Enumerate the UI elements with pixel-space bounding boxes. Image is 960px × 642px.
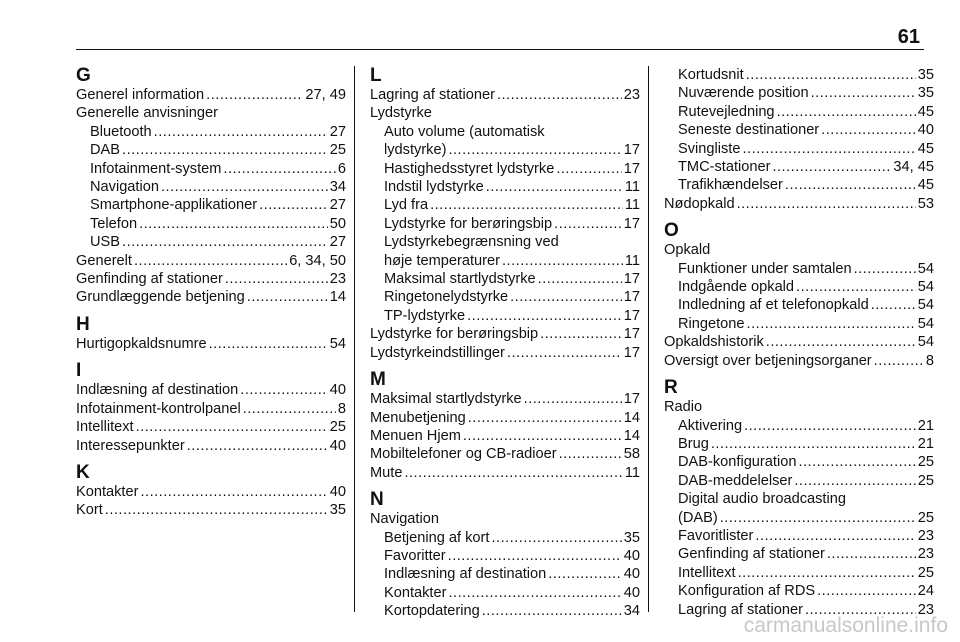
dot-leader — [448, 141, 621, 159]
index-entry — [76, 86, 346, 104]
entry-page-numbers: 17 — [623, 289, 640, 306]
entry-page-numbers: 6, 34, 50 — [289, 252, 346, 269]
entry-label: Indstil lydstyrke — [384, 179, 484, 196]
entry-label: Ringetonelydstyrke — [384, 289, 509, 306]
section-letter: M — [370, 369, 386, 391]
entry-label: Hurtigopkaldsnumre — [76, 335, 207, 352]
index-subentry — [370, 307, 640, 325]
entry-page-numbers: 21 — [917, 435, 934, 452]
index-section — [664, 66, 934, 213]
entry-label: Intellitext — [76, 419, 134, 436]
section-letter: N — [370, 489, 384, 511]
index-entry — [76, 501, 346, 519]
index-entry — [370, 344, 640, 362]
dot-leader — [206, 86, 303, 104]
index-entry — [76, 418, 346, 436]
index-subentry — [370, 288, 640, 306]
dot-leader — [122, 233, 328, 251]
entry-label: TP-lydstyrke — [384, 307, 466, 324]
index-subentry — [76, 215, 346, 233]
index-subentry — [664, 453, 934, 471]
index-subentry — [76, 196, 346, 214]
entry-label: Seneste destinationer — [678, 122, 820, 139]
section-letter: H — [76, 313, 90, 335]
index-subentry — [664, 84, 934, 102]
watermark: carmanualsonline.info — [743, 614, 948, 637]
dot-leader — [502, 252, 623, 270]
entry-page-numbers: 45 — [917, 140, 934, 157]
entry-page-numbers: 45 — [917, 103, 934, 120]
index-column-2 — [370, 66, 640, 621]
index-section — [76, 66, 346, 307]
entry-label: Rutevejledning — [678, 103, 775, 120]
entry-label: Opkaldshistorik — [664, 334, 764, 351]
dot-leader — [811, 84, 916, 102]
section-letter: R — [664, 377, 678, 399]
dot-leader — [742, 140, 915, 158]
index-entry — [76, 483, 346, 501]
index-subentry — [664, 66, 934, 84]
dot-leader — [554, 215, 622, 233]
dot-leader — [404, 464, 622, 482]
dot-leader — [854, 260, 916, 278]
index-subentry — [664, 296, 934, 314]
entry-label: Indlæsning af destination — [76, 382, 239, 399]
entry-label: Generelt — [76, 252, 132, 269]
entry-page-numbers: 6 — [337, 160, 346, 177]
dot-leader — [874, 352, 924, 370]
index-subentry — [76, 141, 346, 159]
index-entry — [664, 333, 934, 351]
dot-leader — [247, 288, 328, 306]
dot-leader — [240, 381, 328, 399]
dot-leader — [827, 545, 916, 563]
dot-leader — [711, 435, 916, 453]
index-entry — [76, 400, 346, 418]
entry-label: Maksimal startlydstyrke — [384, 271, 536, 288]
index-subentry — [370, 160, 640, 178]
entry-page-numbers: 23 — [623, 87, 640, 103]
entry-label: Mobiltelefoner og CB-radioer — [370, 446, 557, 463]
index-subentry — [76, 178, 346, 196]
dot-leader — [821, 121, 916, 139]
entry-page-numbers: 14 — [623, 409, 640, 426]
entry-page-numbers: 25 — [917, 564, 934, 581]
entry-label: Hastighedsstyret lydstyrke — [384, 160, 555, 177]
entry-label: Bluetooth — [90, 123, 152, 140]
dot-leader — [796, 278, 916, 296]
index-subentry — [664, 435, 934, 453]
entry-label: høje temperaturer — [384, 252, 500, 269]
entry-page-numbers: 35 — [917, 67, 934, 83]
index-subentry-heading: Digital audio broadcasting — [678, 491, 846, 508]
index-subentry — [370, 215, 640, 233]
dot-leader — [467, 307, 622, 325]
entry-label: Maksimal startlydstyrke — [370, 391, 522, 408]
index-subentry — [370, 196, 640, 214]
entry-page-numbers: 14 — [623, 427, 640, 444]
section-letter: I — [76, 360, 82, 382]
index-section — [370, 370, 640, 482]
index-entry — [370, 325, 640, 343]
entry-page-numbers: 34, 45 — [893, 159, 934, 176]
entry-page-numbers: 40 — [623, 584, 640, 601]
dot-leader — [524, 390, 622, 408]
dot-leader — [430, 196, 623, 214]
entry-label: Kontakter — [384, 584, 447, 601]
entry-label: Navigation — [90, 179, 159, 196]
entry-page-numbers: 34 — [329, 179, 346, 196]
index-entry-heading: Lydstyrke — [370, 105, 432, 122]
index-entry-heading: Opkald — [664, 242, 711, 259]
section-letter: G — [76, 65, 91, 86]
dot-leader — [559, 445, 622, 463]
dot-leader — [139, 215, 328, 233]
entry-label: Telefon — [90, 215, 138, 232]
entry-page-numbers: 50 — [329, 215, 346, 232]
entry-label: Svingliste — [678, 140, 741, 157]
entry-label: Kort — [76, 502, 103, 519]
entry-page-numbers: 24 — [917, 583, 934, 600]
index-subentry — [370, 178, 640, 196]
entry-page-numbers: 11 — [624, 197, 640, 214]
dot-leader — [225, 270, 328, 288]
dot-leader — [540, 325, 622, 343]
index-subentry — [664, 472, 934, 490]
entry-page-numbers: 54 — [329, 335, 346, 352]
dot-leader — [491, 529, 621, 547]
entry-label: Menuen Hjem — [370, 427, 461, 444]
dot-leader — [243, 400, 336, 418]
index-section — [664, 378, 934, 619]
entry-page-numbers: 11 — [624, 464, 640, 481]
entry-page-numbers: 17 — [623, 215, 640, 232]
index-entry — [370, 409, 640, 427]
index-subentry — [370, 529, 640, 547]
index-entry — [76, 381, 346, 399]
dot-leader — [209, 335, 328, 353]
entry-label: Ringetone — [678, 315, 745, 332]
index-entry-heading: Navigation — [370, 511, 439, 528]
column-divider — [648, 66, 649, 612]
entry-label: Lydstyrkeindstillinger — [370, 344, 505, 361]
entry-page-numbers: 14 — [329, 289, 346, 306]
dot-leader — [482, 602, 622, 620]
column-divider — [354, 66, 355, 612]
index-subentry — [664, 582, 934, 600]
entry-label: Menubetjening — [370, 409, 466, 426]
index-subentry — [370, 252, 640, 270]
entry-page-numbers: 25 — [917, 509, 934, 526]
entry-page-numbers: 35 — [917, 85, 934, 102]
entry-label: Indgående opkald — [678, 279, 795, 296]
entry-page-numbers: 17 — [623, 307, 640, 324]
entry-label: Generel information — [76, 87, 205, 103]
entry-label: Indledning af et telefonopkald — [678, 297, 869, 314]
dot-leader — [744, 417, 916, 435]
dot-leader — [720, 509, 916, 527]
dot-leader — [746, 66, 916, 84]
dot-leader — [510, 288, 622, 306]
entry-page-numbers: 23 — [917, 601, 934, 618]
entry-label: Funktioner under samtalen — [678, 260, 852, 277]
index-subentry — [370, 584, 640, 602]
index-subentry — [664, 527, 934, 545]
index-section — [76, 463, 346, 520]
index-entry — [76, 335, 346, 353]
entry-page-numbers: 54 — [917, 297, 934, 314]
entry-page-numbers: 34 — [623, 603, 640, 620]
dot-leader — [785, 176, 916, 194]
dot-leader — [548, 565, 622, 583]
dot-leader — [122, 141, 328, 159]
entry-label: Favoritlister — [678, 527, 754, 544]
dot-leader — [497, 86, 622, 104]
entry-label: Infotainment-system — [90, 160, 222, 177]
index-subentry — [76, 233, 346, 251]
entry-label: Intellitext — [678, 564, 736, 581]
entry-page-numbers: 23 — [329, 271, 346, 288]
entry-page-numbers: 40 — [623, 566, 640, 583]
entry-page-numbers: 8 — [337, 400, 346, 417]
index-column-3 — [664, 66, 934, 619]
dot-leader — [259, 196, 328, 214]
entry-label: Genfinding af stationer — [678, 546, 825, 563]
entry-label: DAB-konfiguration — [678, 454, 797, 471]
entry-label: Genfinding af stationer — [76, 271, 223, 288]
index-subentry-heading: Auto volume (automatisk — [384, 123, 545, 140]
entry-label: Brug — [678, 435, 709, 452]
dot-leader — [223, 160, 335, 178]
index-entry — [370, 464, 640, 482]
entry-label: Lyd fra — [384, 197, 429, 214]
entry-label: Infotainment-kontrolpanel — [76, 400, 241, 417]
entry-label: Interessepunkter — [76, 437, 185, 454]
index-subentry — [370, 565, 640, 583]
index-section — [370, 490, 640, 620]
index-entry — [76, 252, 346, 270]
index-subentry — [664, 564, 934, 582]
entry-label: Kontakter — [76, 483, 139, 500]
entry-page-numbers: 25 — [329, 419, 346, 436]
dot-leader — [794, 472, 915, 490]
index-entry-heading: Radio — [664, 399, 703, 416]
index-entry — [664, 195, 934, 213]
page-number: 61 — [897, 26, 920, 48]
entry-page-numbers: 54 — [917, 260, 934, 277]
index-subentry — [664, 278, 934, 296]
entry-page-numbers: 25 — [329, 142, 346, 159]
index-entry — [370, 390, 640, 408]
index-subentry — [664, 417, 934, 435]
dot-leader — [468, 409, 622, 427]
entry-page-numbers: 40 — [329, 483, 346, 500]
index-subentry — [664, 509, 934, 527]
entry-label: Lydstyrke for berøringsbip — [370, 326, 539, 343]
entry-page-numbers: 8 — [925, 352, 934, 369]
dot-leader — [755, 527, 915, 545]
entry-page-numbers: 54 — [917, 315, 934, 332]
entry-label: Smartphone-applikationer — [90, 197, 258, 214]
entry-page-numbers: 53 — [917, 195, 934, 212]
index-entry — [76, 288, 346, 306]
dot-leader — [738, 564, 916, 582]
index-subentry — [370, 270, 640, 288]
entry-page-numbers: 25 — [917, 454, 934, 471]
dot-leader — [136, 418, 328, 436]
dot-leader — [486, 178, 623, 196]
dot-leader — [154, 123, 328, 141]
entry-page-numbers: 40 — [917, 122, 934, 139]
entry-label: TMC-stationer — [678, 159, 771, 176]
index-subentry — [370, 141, 640, 159]
dot-leader — [448, 547, 622, 565]
entry-page-numbers: 11 — [624, 252, 640, 269]
section-letter: O — [664, 220, 679, 242]
index-entry — [370, 445, 640, 463]
index-subentry — [664, 140, 934, 158]
index-section — [664, 221, 934, 370]
entry-page-numbers: 21 — [917, 417, 934, 434]
index-section — [76, 361, 346, 455]
dot-leader — [772, 158, 891, 176]
entry-page-numbers: 17 — [623, 271, 640, 288]
dot-leader — [747, 315, 916, 333]
index-subentry — [370, 547, 640, 565]
index-section — [370, 66, 640, 362]
dot-leader — [777, 103, 916, 121]
index-entry — [76, 270, 346, 288]
index-subentry — [664, 158, 934, 176]
entry-page-numbers: 23 — [917, 546, 934, 563]
dot-leader — [507, 344, 622, 362]
entry-page-numbers: 27, 49 — [305, 87, 346, 103]
index-subentry — [664, 121, 934, 139]
entry-label: Mute — [370, 464, 403, 481]
dot-leader — [140, 483, 327, 501]
entry-page-numbers: 17 — [623, 160, 640, 177]
entry-label: Trafikhændelser — [678, 177, 783, 194]
entry-page-numbers: 54 — [917, 334, 934, 351]
index-subentry — [664, 260, 934, 278]
index-entry — [370, 427, 640, 445]
entry-page-numbers: 27 — [329, 234, 346, 251]
dot-leader — [161, 178, 328, 196]
entry-page-numbers: 27 — [329, 123, 346, 140]
dot-leader — [817, 582, 916, 600]
dot-leader — [448, 584, 621, 602]
entry-page-numbers: 54 — [917, 279, 934, 296]
entry-label: Lydstyrke for berøringsbip — [384, 215, 553, 232]
entry-label: DAB — [90, 142, 121, 159]
index-subentry-heading: Lydstyrkebegrænsning ved — [384, 234, 559, 251]
index-subentry — [664, 545, 934, 563]
index-entry — [76, 437, 346, 455]
entry-page-numbers: 17 — [623, 326, 640, 343]
index-entry — [664, 352, 934, 370]
entry-label: Oversigt over betjeningsorganer — [664, 352, 872, 369]
entry-label: Favoritter — [384, 547, 446, 564]
index-subentry — [370, 602, 640, 620]
entry-page-numbers: 25 — [917, 472, 934, 489]
entry-page-numbers: 40 — [623, 547, 640, 564]
entry-label: USB — [90, 234, 121, 251]
entry-label: Kortudsnit — [678, 67, 744, 83]
dot-leader — [737, 195, 916, 213]
index-entry — [370, 86, 640, 104]
entry-page-numbers: 35 — [623, 529, 640, 546]
index-column-1 — [76, 66, 346, 520]
entry-page-numbers: 11 — [624, 179, 640, 196]
entry-label: DAB-meddelelser — [678, 472, 793, 489]
index-section — [76, 315, 346, 353]
entry-page-numbers: 17 — [623, 391, 640, 408]
index-subentry — [664, 315, 934, 333]
dot-leader — [463, 427, 622, 445]
header-rule — [76, 49, 924, 50]
entry-page-numbers: 40 — [329, 437, 346, 454]
entry-page-numbers: 17 — [623, 344, 640, 361]
entry-label: Lagring af stationer — [678, 601, 803, 618]
dot-leader — [538, 270, 622, 288]
entry-page-numbers: 45 — [917, 177, 934, 194]
dot-leader — [871, 296, 916, 314]
entry-page-numbers: 23 — [917, 527, 934, 544]
entry-label: Betjening af kort — [384, 529, 490, 546]
index-subentry — [664, 103, 934, 121]
index-subentry — [664, 176, 934, 194]
entry-label: Kortopdatering — [384, 603, 480, 620]
section-letter: K — [76, 461, 90, 483]
entry-page-numbers: 17 — [623, 142, 640, 159]
entry-page-numbers: 58 — [623, 446, 640, 463]
index-subentry — [76, 123, 346, 141]
dot-leader — [766, 333, 916, 351]
entry-label: Konfiguration af RDS — [678, 583, 816, 600]
dot-leader — [134, 252, 287, 270]
entry-label: Nødopkald — [664, 195, 735, 212]
entry-label: Indlæsning af destination — [384, 566, 547, 583]
dot-leader — [556, 160, 621, 178]
section-letter: L — [370, 65, 382, 86]
dot-leader — [187, 437, 328, 455]
dot-leader — [798, 453, 915, 471]
entry-label: (DAB) — [678, 509, 718, 526]
entry-label: Lagring af stationer — [370, 87, 495, 103]
index-entry-heading: Generelle anvisninger — [76, 105, 218, 122]
entry-page-numbers: 35 — [329, 502, 346, 519]
entry-label: Grundlæggende betjening — [76, 289, 245, 306]
index-subentry — [76, 160, 346, 178]
entry-label: lydstyrke) — [384, 142, 447, 159]
dot-leader — [105, 501, 328, 519]
entry-label: Aktivering — [678, 417, 743, 434]
entry-label: Nuværende position — [678, 85, 809, 102]
entry-page-numbers: 27 — [329, 197, 346, 214]
entry-page-numbers: 40 — [329, 382, 346, 399]
